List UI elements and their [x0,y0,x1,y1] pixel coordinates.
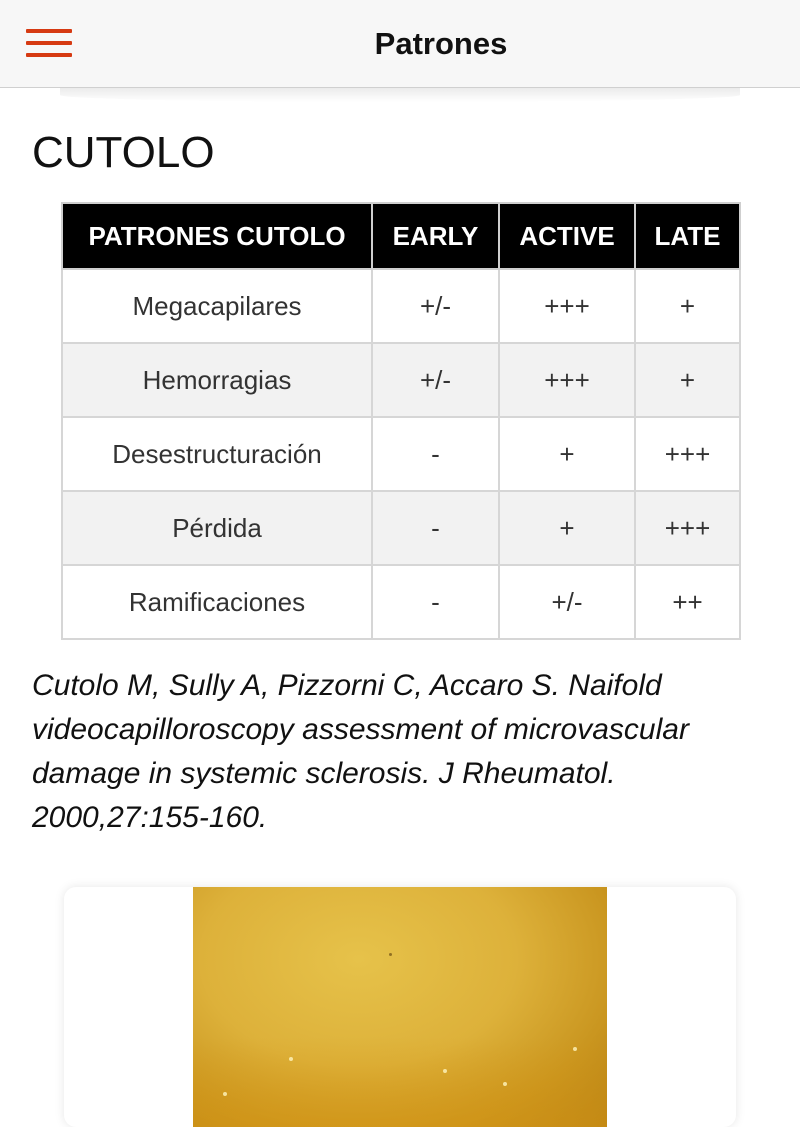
early-cell: +/- [372,343,499,417]
app-header [0,0,800,88]
citation-text: Cutolo M, Sully A, Pizzorni C, Accaro S. Naifold videocapilloroscopy assessment of microvascular damage in systemic sclerosis. J Rheumatol. 2000,27:155-160. [32,669,689,834]
section-heading: CUTOLO [32,128,215,177]
row-label: Ramificaciones [62,565,372,639]
image-speck [389,953,392,956]
active-cell: + [499,491,635,565]
image-speck [443,1069,447,1073]
early-cell: +/- [372,269,499,343]
row-label: Megacapilares [62,269,372,343]
column-header-early: EARLY [372,203,499,269]
late-cell: + [635,269,740,343]
table-row [62,565,740,639]
row-label: Hemorragias [62,343,372,417]
active-cell: +/- [499,565,635,639]
early-cell: - [372,417,499,491]
page-title: Patrones [374,26,508,61]
image-glow [193,1037,607,1127]
table-row [62,417,740,491]
image-speck [289,1057,293,1061]
row-label: Pérdida [62,491,372,565]
table-row [62,491,740,565]
active-cell: + [499,417,635,491]
image-card[interactable] [64,887,736,1127]
late-cell: +++ [635,491,740,565]
late-cell: +++ [635,417,740,491]
cutolo-patterns-table [61,202,741,640]
column-header-active: ACTIVE [499,203,635,269]
early-cell: - [372,565,499,639]
early-cell: - [372,491,499,565]
column-header-late: LATE [635,203,740,269]
active-cell: +++ [499,343,635,417]
late-cell: + [635,343,740,417]
table-header-row [62,203,740,269]
column-header-patterns: PATRONES CUTOLO [62,203,372,269]
table-row [62,269,740,343]
image-speck [573,1047,577,1051]
active-cell: +++ [499,269,635,343]
image-speck [503,1082,507,1086]
late-cell: ++ [635,565,740,639]
image-speck [223,1092,227,1096]
header-shadow [60,88,740,102]
table-row [62,343,740,417]
row-label: Desestructuración [62,417,372,491]
capillaroscopy-image[interactable] [193,887,607,1127]
